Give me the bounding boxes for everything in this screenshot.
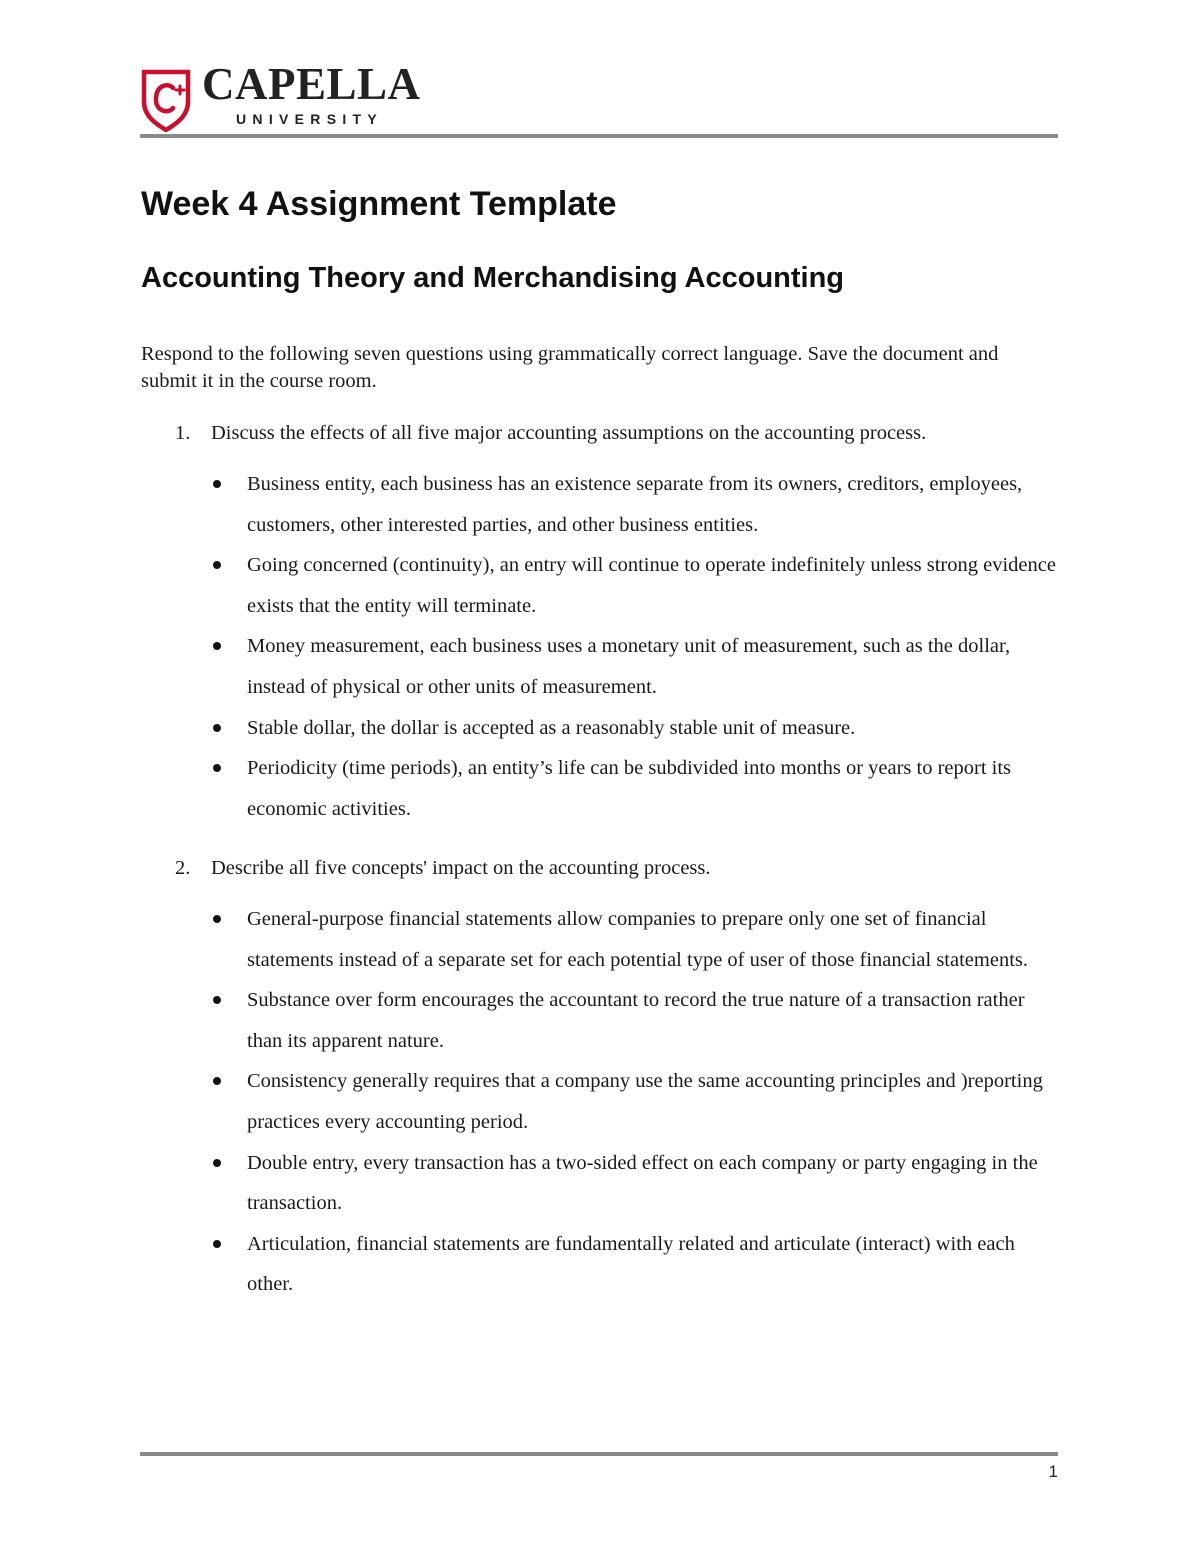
intro-paragraph: Respond to the following seven questions using grammatically correct language. Save the document and submit it in the course room. xyxy=(141,343,999,392)
page-subtitle: Accounting Theory and Merchandising Accounting xyxy=(141,262,845,294)
question-1 xyxy=(175,420,1055,447)
question-text: Describe all five concepts' impact on the accounting process. xyxy=(211,857,711,879)
question-text: Discuss the effects of all five major accounting assumptions on the accounting process. xyxy=(211,422,927,444)
bullet-icon xyxy=(213,915,221,923)
bullet-icon xyxy=(213,996,221,1004)
list-item xyxy=(247,899,1059,980)
list-item-text: Money measurement, each business uses a monetary unit of measurement, such as the dollar, instead of physical or other units of measurement. xyxy=(247,635,1011,698)
capella-logo xyxy=(140,59,430,134)
question-1-bullet-list xyxy=(247,464,1059,829)
footer-rule xyxy=(140,1452,1058,1456)
capella-shield-icon xyxy=(140,68,192,132)
bullet-icon xyxy=(213,724,221,732)
bullet-icon xyxy=(213,480,221,488)
list-item xyxy=(247,626,1059,707)
list-item-text: Going concerned (continuity), an entry will continue to operate indefinitely unless strong evidence exists that the entity will terminate. xyxy=(247,554,1056,617)
list-item xyxy=(247,545,1059,626)
list-item xyxy=(247,748,1059,829)
list-item xyxy=(247,464,1059,545)
list-item-text: Business entity, each business has an existence separate from its owners, creditors, employees, customers, other interested parties, and other business entities. xyxy=(247,473,1023,536)
question-number: 1. xyxy=(175,422,191,444)
list-item-text: Consistency generally requires that a company use the same accounting principles and )reporting practices every accounting period. xyxy=(247,1070,1043,1133)
list-item-text: General-purpose financial statements allow companies to prepare only one set of financial statements instead of a separate set for each potential type of user of those financial statements. xyxy=(247,908,1028,971)
logo-wordmark: CAPELLA xyxy=(202,59,421,109)
list-item-text: Periodicity (time periods), an entity’s life can be subdivided into months or years to report its economic activities. xyxy=(247,757,1012,820)
list-item xyxy=(247,708,1059,749)
bullet-icon xyxy=(213,561,221,569)
logo-subtitle: UNIVERSITY xyxy=(236,111,384,127)
bullet-icon xyxy=(213,1240,221,1248)
header-rule xyxy=(140,134,1058,138)
question-number: 2. xyxy=(175,857,191,879)
page-title: Week 4 Assignment Template xyxy=(141,185,617,223)
list-item xyxy=(247,1224,1059,1305)
question-2-bullet-list xyxy=(247,899,1059,1305)
list-item-text: Substance over form encourages the accountant to record the true nature of a transaction rather than its apparent nature. xyxy=(247,989,1025,1052)
bullet-icon xyxy=(213,1159,221,1167)
bullet-icon xyxy=(213,764,221,772)
list-item xyxy=(247,1061,1059,1142)
question-2 xyxy=(175,855,1055,882)
page-number: 1 xyxy=(1048,1462,1058,1481)
list-item xyxy=(247,1143,1059,1224)
list-item-text: Double entry, every transaction has a two-sided effect on each company or party engaging in the transaction. xyxy=(247,1151,1038,1215)
list-item xyxy=(247,980,1059,1061)
bullet-icon xyxy=(213,642,221,650)
list-item-text: Articulation, financial statements are fundamentally related and articulate (interact) with each other. xyxy=(247,1232,1015,1296)
list-item-text: Stable dollar, the dollar is accepted as a reasonably stable unit of measure. xyxy=(247,716,856,739)
bullet-icon xyxy=(213,1077,221,1085)
